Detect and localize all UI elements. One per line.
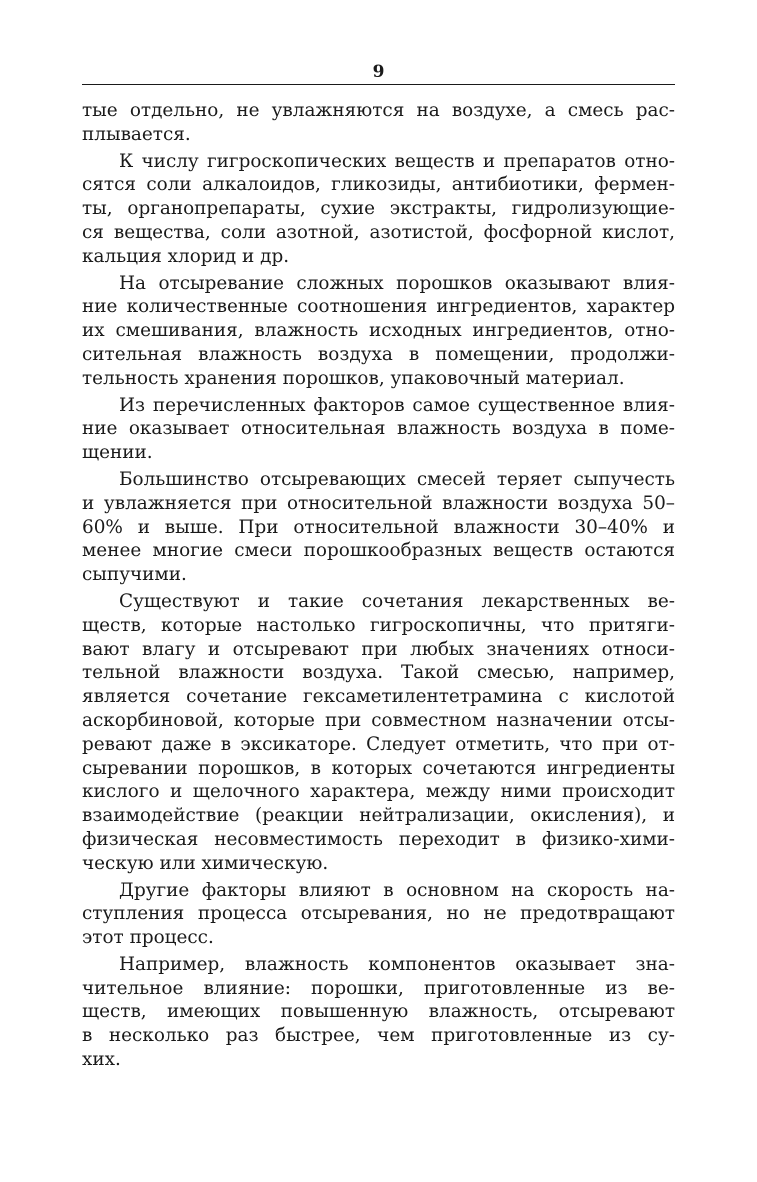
text-line: ние количественные соотношения ингредиентов, характер — [82, 296, 675, 318]
paragraph — [82, 590, 675, 876]
paragraph — [82, 99, 675, 147]
text-line: хих. — [82, 1049, 121, 1071]
paragraph — [82, 879, 675, 950]
paragraph — [82, 394, 675, 465]
text-line: сыпучими. — [82, 564, 187, 586]
text-line: сятся соли алкалоидов, гликозиды, антибиотики, фермен- — [82, 174, 675, 196]
text-line: ся вещества, соли азотной, азотистой, фосфорной кислот, — [82, 221, 675, 243]
text-line: Например, влажность компонентов оказывает зна- — [119, 953, 675, 975]
text-line: в несколько раз быстрее, чем приготовленные из су- — [82, 1025, 675, 1047]
paragraph — [82, 953, 675, 1072]
text-line: аскорбиновой, которые при совместном назначении отсы- — [82, 709, 675, 731]
text-line: менее многие смеси порошкообразных веществ остаются — [82, 540, 675, 562]
text-line: их смешивания, влажность исходных ингредиентов, отно- — [82, 320, 675, 342]
text-line: Из перечисленных факторов самое существенное влия- — [119, 394, 675, 416]
text-line: кальция хлорид и др. — [82, 245, 290, 267]
text-line: и увлажняется при относительной влажности воздуха 50– — [82, 492, 675, 514]
text-line: На отсыревание сложных порошков оказывают влия- — [119, 272, 675, 294]
text-line: физическая несовместимость переходит в физико-хими- — [82, 828, 675, 850]
text-line: К числу гигроскопических веществ и препаратов отно- — [119, 150, 675, 172]
book-page — [82, 62, 675, 1072]
text-line: тельной влажности воздуха. Такой смесью, например, — [82, 662, 675, 684]
text-line: ревают даже в эксикаторе. Следует отметить, что при от- — [82, 733, 675, 755]
text-line: сительная влажность воздуха в помещении, продолжи- — [82, 343, 675, 365]
page-number: 9 — [372, 62, 385, 82]
paragraph — [82, 468, 675, 587]
text-line: Существуют и такие сочетания лекарственных ве- — [119, 590, 675, 612]
text-line: этот процесс. — [82, 927, 214, 949]
text-line: ществ, имеющих повышенную влажность, отсыревают — [82, 1001, 675, 1023]
text-line: ществ, которые настолько гигроскопичны, что притяги- — [82, 614, 675, 636]
text-line: тельность хранения порошков, упаковочный материал. — [82, 367, 625, 389]
body-text — [82, 99, 675, 1072]
header-rule — [82, 84, 675, 85]
text-line: ческую или химическую. — [82, 852, 329, 874]
text-line: чительное влияние: порошки, приготовленные из ве- — [82, 977, 675, 999]
text-line: кислого и щелочного характера, между ними происходит — [82, 781, 675, 803]
text-line: тые отдельно, не увлажняются на воздухе, а смесь рас- — [82, 100, 675, 121]
paragraph — [82, 272, 675, 391]
paragraph — [82, 150, 675, 269]
text-line: Другие факторы влияют в основном на скорость на- — [119, 879, 675, 901]
text-line: щении. — [82, 442, 153, 464]
text-line: плывается. — [82, 123, 191, 145]
text-line: является сочетание гексаметилентетрамина с кислотой — [82, 686, 675, 708]
text-line: 60% и выше. При относительной влажности 30–40% и — [82, 516, 675, 538]
text-line: ступления процесса отсыревания, но не предотвращают — [82, 903, 675, 925]
text-line: взаимодействие (реакции нейтрализации, окисления), и — [82, 805, 675, 827]
text-line: ние оказывает относительная влажность воздуха в поме- — [82, 418, 675, 440]
text-line: ты, органопрепараты, сухие экстракты, гидролизующие- — [82, 198, 675, 220]
text-line: вают влагу и отсыревают при любых значениях относи- — [82, 638, 675, 660]
text-line: Большинство отсыревающих смесей теряет сыпучесть — [119, 468, 675, 490]
text-line: сыревании порошков, в которых сочетаются ингредиенты — [82, 757, 675, 779]
